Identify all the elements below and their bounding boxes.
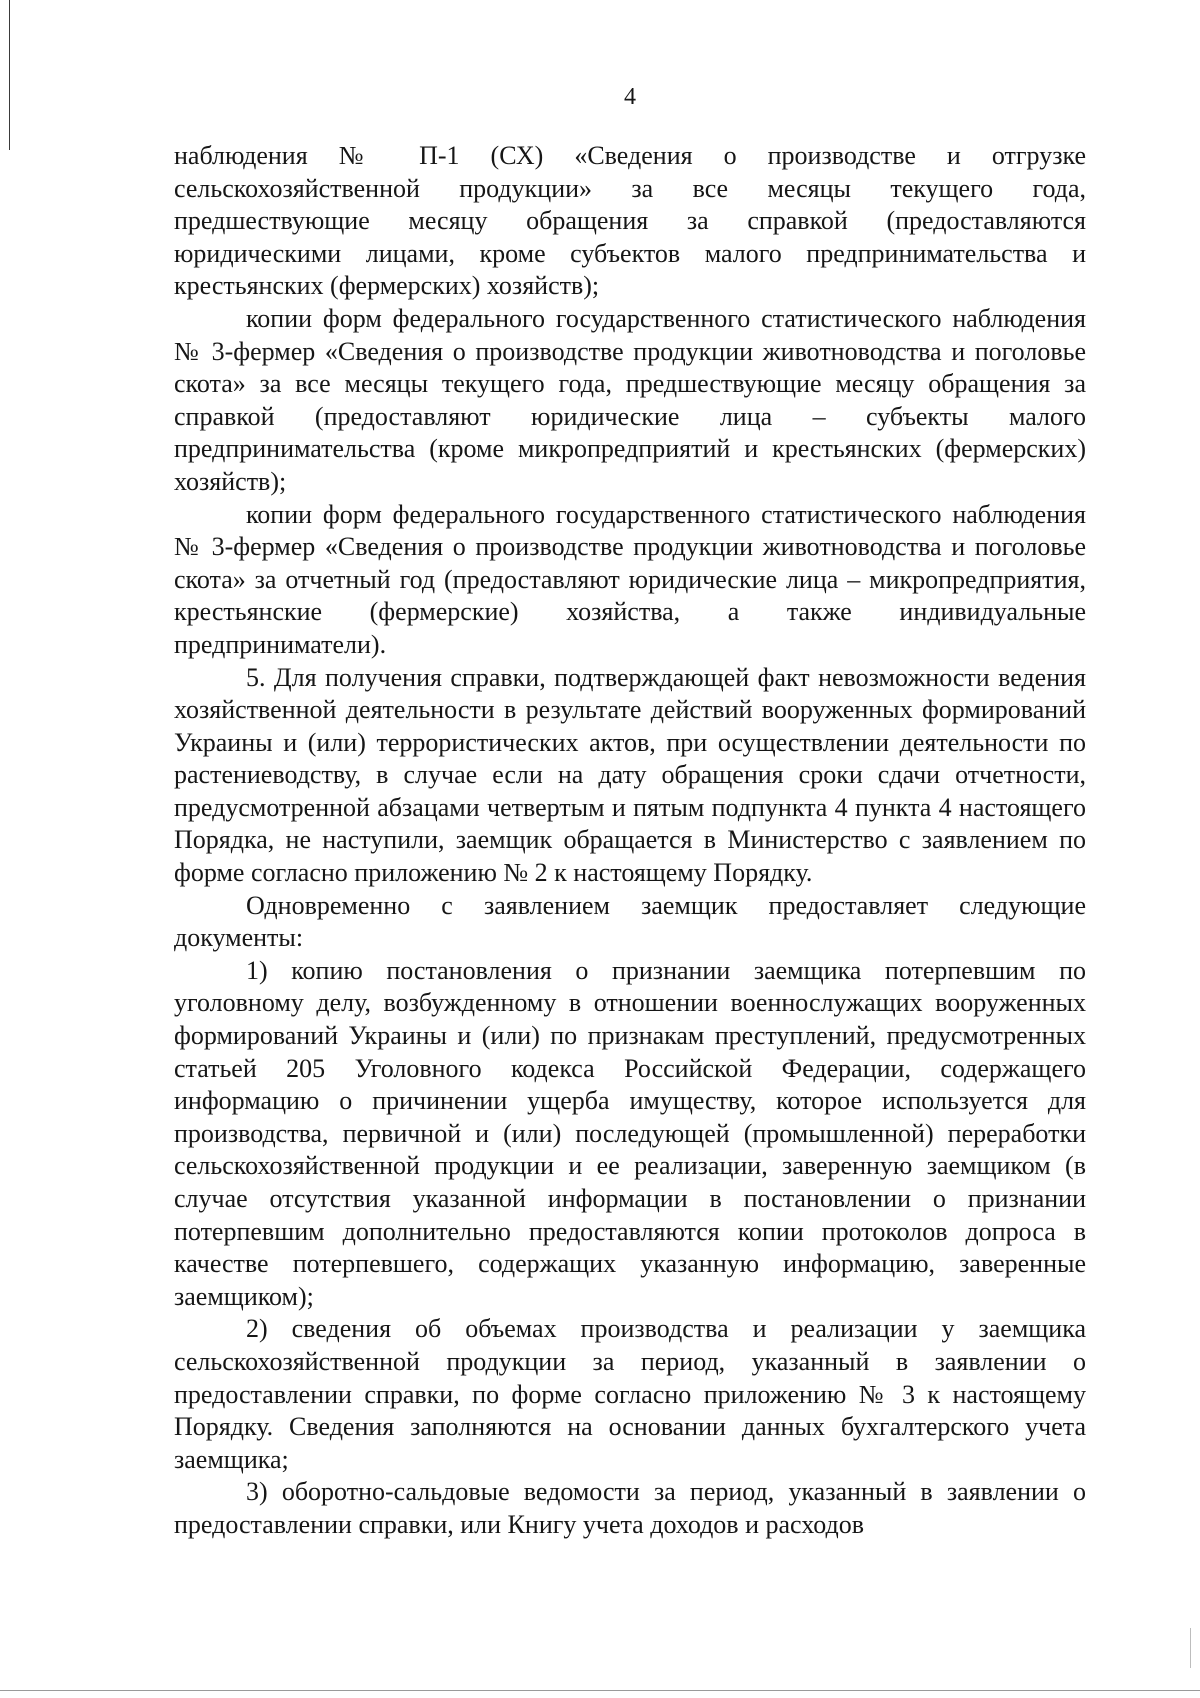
document-body bbox=[174, 140, 1086, 1542]
scan-edge-left bbox=[9, 0, 10, 150]
scan-edge-right bbox=[1190, 1628, 1191, 1668]
paragraph-list-item-3: 3) оборотно-сальдовые ведомости за период, указанный в заявлении о предоставлении справки, или Книгу учета доходов и расходов bbox=[174, 1477, 1086, 1539]
paragraph-documents-intro: Одновременно с заявлением заемщик предоставляет следующие документы: bbox=[174, 890, 1086, 953]
paragraph-form-p1-sx: наблюдения № П-1 (СХ) «Сведения о производстве и отгрузке сельскохозяйственной продукции» за все месяцы текущего года, предшествующие месяцу обращения за справкой (предоставляются юридическими лицами, кроме субъектов малого предпринимательства и крестьянских (фермерских) хозяйств); bbox=[174, 141, 1086, 301]
paragraph-list-item-2: 2) сведения об объемах производства и реализации у заемщика сельскохозяйственной продукции за период, указанный в заявлении о предоставлении справки, по форме согласно приложению № 3 к настоящему Порядку. Сведения заполняются на основании данных бухгалтерского учета заемщика; bbox=[174, 1314, 1086, 1474]
page-number: 4 bbox=[624, 84, 636, 110]
paragraph-form-3-fermer-monthly: копии форм федерального государственного статистического наблюдения № 3-фермер «Сведения о производстве продукции животноводства и поголовье скота» за все месяцы текущего года, предшествующие месяцу обращения за справкой (предоставляют юридические лица – субъекты малого предпринимательства (кроме микропредприятий и крестьянских (фермерских) хозяйств); bbox=[174, 303, 1086, 496]
paragraph-list-item-1: 1) копию постановления о признании заемщика потерпевшим по уголовному делу, возбужденному в отношении военнослужащих вооруженных формирований Украины и (или) по признакам преступлений, предусмотренных статьей 205 Уголовного кодекса Российской Федерации, содержащего информацию о причинении ущерба имуществу, которое используется для производства, первичной и (или) последующей (промышленной) переработки сельскохозяйственной продукции и ее реализации, заверенную заемщиком (в случае отсутствия указанной информации в постановлении о признании потерпевшим дополнительно предоставляются копии протоколов допроса в качестве потерпевшего, содержащих указанную информацию, заверенные заемщиком); bbox=[174, 955, 1086, 1311]
paragraph-form-3-fermer-annual: копии форм федерального государственного статистического наблюдения № 3-фермер «Сведения о производстве продукции животноводства и поголовье скота» за отчетный год (предоставляют юридические лица – микропредприятия, крестьянские (фермерские) хозяйства, а также индивидуальные предприниматели). bbox=[174, 499, 1086, 659]
paragraph-item-5: 5. Для получения справки, подтверждающей факт невозможности ведения хозяйственной деятельности в результате действий вооруженных формирований Украины и (или) террористических актов, при осуществлении деятельности по растениеводству, в случае если на дату обращения сроки сдачи отчетности, предусмотренной абзацами четвертым и пятым подпункта 4 пункта 4 настоящего Порядка, не наступили, заемщик обращается в Министерство с заявлением по форме согласно приложению № 2 к настоящему Порядку. bbox=[174, 662, 1086, 888]
scan-edge-bottom bbox=[0, 1690, 1200, 1691]
